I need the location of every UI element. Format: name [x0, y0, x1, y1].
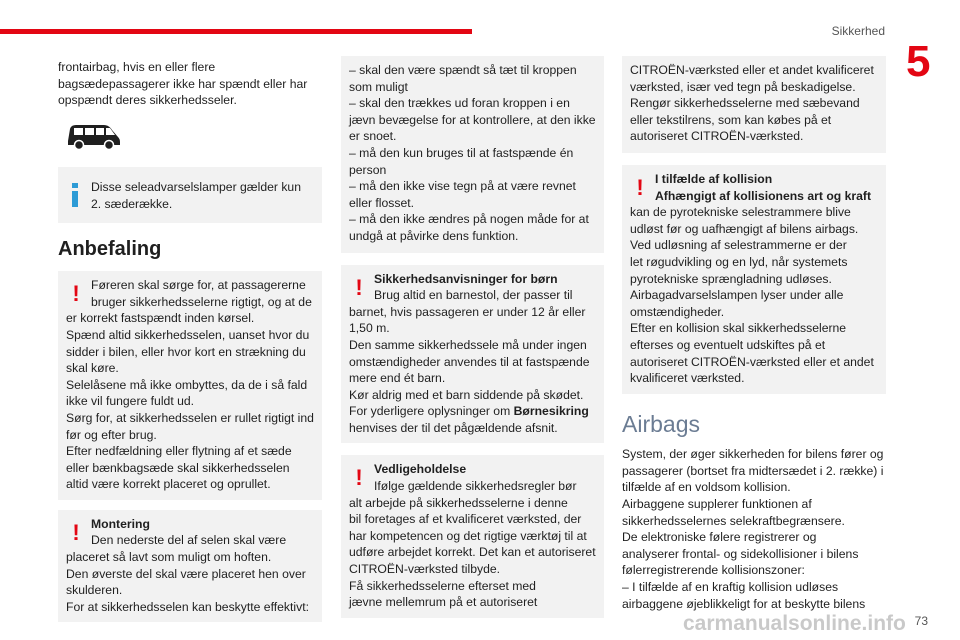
warning-title: Vedligeholdelse: [374, 462, 467, 477]
info-note-box: [58, 167, 322, 222]
warning-line: eller bænkbagsæde skal sikkerhedsselen: [66, 460, 290, 475]
warning-line: Den samme sikkerhedssele må under ingen: [349, 337, 587, 352]
warning-first-line: Føreren skal sørge for, at passagererne bruger sikkerhedsselerne rigtigt, og at de: [91, 278, 312, 309]
maintenance-line: Rengør sikkerhedsselerne med sæbevand: [630, 96, 860, 111]
warning-line: placeret så lavt som muligt om hoften.: [66, 550, 272, 565]
warning-line: Spænd altid sikkerhedsselen, uanset hvor du: [66, 327, 310, 342]
warning-line: kvalificeret værksted.: [630, 371, 745, 386]
warning-line: Den øverste del skal være placeret hen over: [66, 566, 306, 581]
warning-line: let røgudvikling og en lyd, når systemets: [630, 254, 848, 269]
warning-line: henvises der til det pågældende afsnit.: [349, 420, 558, 435]
airbag-line: analyserer frontal- og sidekollisioner i bilens: [622, 546, 859, 561]
warning-title: Sikkerhedsanvisninger for børn: [374, 271, 558, 286]
column-1: [58, 59, 322, 632]
seatbelt-rules-box: [341, 56, 604, 253]
warning-line: For at sikkerhedsselen kan beskytte effektivt:: [66, 599, 309, 614]
airbag-line: System, der øger sikkerheden for bilens fører og: [622, 447, 884, 462]
warning-line: Efter nedfældning eller flytning af et sæde: [66, 444, 292, 459]
warning-line: Efter en kollision skal sikkerhedsselerne: [630, 321, 847, 336]
rule-line: undgå at påvirke dens funktion.: [349, 228, 519, 243]
warning-first-line: Ifølge gældende sikkerhedsregler bør: [374, 479, 577, 494]
warning-line: ikke vil fungere fuldt ud.: [66, 394, 195, 409]
heading-airbags: Airbags: [622, 410, 700, 437]
warning-line: alt arbejde på sikkerhedsselerne i denne: [349, 495, 568, 510]
warning-first-line: Brug altid en barnestol, der passer til: [374, 288, 573, 303]
intro-line: opspændt deres sikkerhedsseler.: [58, 93, 237, 108]
rule-line: – må den ikke ændres på nogen måde for at: [349, 212, 589, 227]
warning-line: efterses og eventuelt udskiftes på et: [630, 337, 826, 352]
warning-line: altid være korrekt placeret og oprullet.: [66, 477, 271, 492]
airbag-line: følerregistrerende kollisionszoner:: [622, 563, 805, 578]
airbag-line: sikkerhedsselernes selekraftbegrænsere.: [622, 513, 845, 528]
section-title: Sikkerhed: [831, 24, 885, 38]
rule-line: jævn bevægelse for at kontrollere, at den ikke: [349, 112, 596, 127]
section-number: 5: [906, 37, 931, 86]
warning-box-children: [341, 265, 604, 444]
column-3: [622, 56, 886, 612]
airbag-line: tilfælde af en voldsom kollision.: [622, 480, 791, 495]
airbag-line: – I tilfælde af en kraftig kollision udløses: [622, 580, 839, 595]
maintenance-line: CITROËN-værksted eller et andet kvalificeret: [630, 63, 874, 77]
intro-line: bagsædepassagerer ikke har spændt eller har: [58, 76, 308, 91]
airbag-line: De elektroniske følere registrerer og: [622, 530, 817, 545]
warning-line: udløst før og uafhængigt af bilens airbags.: [630, 221, 859, 236]
page-number: 73: [914, 614, 928, 628]
maintenance-line: autoriseret CITROËN-værksted.: [630, 129, 804, 144]
warning-exclamation-icon: !: [72, 281, 80, 307]
warning-subtitle: Afhængigt af kollisionens art og kraft: [655, 188, 872, 203]
warning-line: før og efter brug.: [66, 427, 157, 442]
warning-line: er korrekt fastspændt inden kørsel.: [66, 311, 255, 326]
info-icon: [70, 183, 80, 207]
rule-line: person: [349, 162, 387, 177]
maintenance-continued-box: [622, 56, 886, 153]
warning-exclamation-icon: !: [355, 465, 363, 491]
warning-first-line: Den nederste del af selen skal være: [91, 533, 287, 548]
info-note-text: Disse seleadvarselslamper gælder kun 2. sæderække.: [91, 180, 301, 211]
warning-line: CITROËN-værksted tilbyde.: [349, 562, 501, 577]
heading-anbefaling: Anbefaling: [58, 237, 162, 260]
watermark: carmanualsonline.info: [683, 612, 906, 635]
warning-line: Airbagadvarselslampen lyser under alle: [630, 288, 844, 303]
warning-line: pyrotekniske sprængladning udløses.: [630, 271, 832, 286]
warning-line: Selelåsene må ikke ombyttes, da de i så fald: [66, 377, 308, 392]
warning-box-maintenance: [341, 455, 604, 617]
warning-line: skulderen.: [66, 583, 123, 598]
warning-line: mere end ét barn.: [349, 371, 446, 386]
airbag-line: Airbaggene supplerer funktionen af: [622, 497, 812, 512]
maintenance-line: eller tekstilrens, som kan købes på et: [630, 112, 832, 127]
warning-line: barnet, hvis passageren er under 12 år eller: [349, 304, 586, 319]
rule-line: som muligt: [349, 79, 408, 94]
rule-line: eller flosset.: [349, 195, 415, 210]
warning-exclamation-icon: !: [636, 174, 644, 200]
rule-line: – skal den trækkes ud foran kroppen i en: [349, 96, 570, 111]
rule-line: – må den kun bruges til at fastspænde én: [349, 145, 574, 160]
warning-title: Montering: [91, 516, 150, 531]
airbag-line: airbaggene øjeblikkeligt for at beskytte bilens: [622, 596, 866, 611]
warning-line: Ved udløsning af selestrammerne er der: [630, 238, 847, 253]
warning-line: [349, 403, 596, 420]
warning-title: I tilfælde af kollision: [655, 171, 773, 186]
warning-line: skal køre.: [66, 361, 119, 376]
warning-line: sidder i bilen, eller hvor kort en strækning du: [66, 344, 306, 359]
warning-line: Sørg for, at sikkerhedsselen er rullet rigtigt ind: [66, 410, 314, 425]
rule-line: – skal den være spændt så tæt til kroppen: [349, 63, 577, 77]
warning-line: autoriseret CITROËN-værksted eller et andet: [630, 354, 874, 369]
warning-box-driver: [58, 271, 322, 500]
warning-line: 1,50 m.: [349, 321, 390, 336]
van-icon: [64, 121, 122, 151]
warning-line: udføre arbejdet korrekt. Det kan et autoriseret: [349, 545, 596, 560]
warning-line: bil foretages af et kvalificeret værksted, der: [349, 512, 582, 527]
column-2: [341, 56, 604, 628]
maintenance-line: værksted, især ved tegn på beskadigelse.: [630, 79, 856, 94]
warning-box-collision: [622, 165, 886, 394]
warning-text: For yderligere oplysninger om: [349, 404, 511, 419]
warning-line: Kør aldrig med et barn siddende på skødet.: [349, 387, 584, 402]
warning-line: Få sikkerhedsselerne efterset med: [349, 578, 536, 593]
warning-line: omstændigheder anvendes til at fastspænde: [349, 354, 590, 369]
warning-box-montering: [58, 510, 322, 623]
warning-line: har kompetencen og det rigtige værktøj til at: [349, 528, 587, 543]
header-accent-bar: [0, 29, 472, 34]
warning-line: jævne mellemrum på et autoriseret: [349, 595, 538, 610]
cross-reference-link[interactable]: Børnesikring: [513, 404, 589, 419]
rule-line: – må den ikke vise tegn på at være revnet: [349, 179, 576, 194]
airbag-line: passagerer (bortset fra midtersædet i 2. række) i: [622, 463, 884, 478]
rule-line: er snoet.: [349, 129, 397, 144]
warning-exclamation-icon: !: [355, 274, 363, 300]
warning-line: kan de pyrotekniske selestrammere blive: [630, 205, 851, 220]
intro-line: frontairbag, hvis en eller flere: [58, 60, 216, 74]
airbags-body: [622, 446, 886, 612]
warning-line: omstændigheder.: [630, 304, 725, 319]
warning-exclamation-icon: !: [72, 519, 80, 545]
